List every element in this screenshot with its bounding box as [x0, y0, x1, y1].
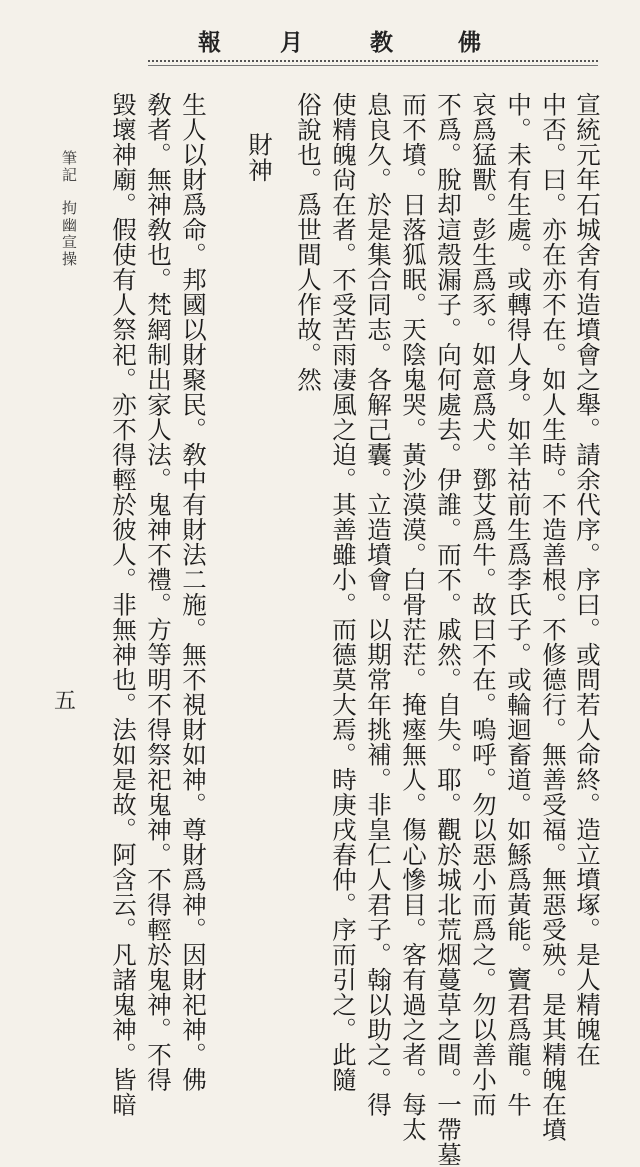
header-rule-dotted: [148, 60, 598, 62]
header-char-2: 教: [370, 29, 393, 56]
text-column-2: 中否。曰。亦在亦不在。如人生時。不造善根。不修德行。無善受福。無惡受殃。是其精魄在墳: [539, 92, 568, 1142]
header-char-1: 佛: [458, 29, 481, 56]
header-char-4: 報: [198, 29, 221, 56]
text-column-1: 宣統元年石城舍有造墳會之舉。請余代序。序曰。或問若人命終。造立墳塚。是人精魄在: [573, 92, 602, 1067]
section-column-1: 生人以財爲命。邦國以財聚民。敎中有財法二施。無不視財如神。尊財爲神。因財祀神。佛: [179, 92, 208, 1092]
text-column-5: 不爲。脫却這殼漏子。向何處去。伊誰。而不。戚然。自失。耶。觀於城北荒烟蔓草之間。一帶墓: [434, 92, 463, 1167]
journal-header: [0, 24, 640, 64]
header-char-3: 月: [280, 29, 303, 56]
text-column-7: 息良久。於是集合同志。各解己囊。立造墳會。以期常年挑補。非皇仁人君子。翰以助之。得: [364, 92, 393, 1117]
section-title: 財神: [245, 132, 274, 183]
text-column-9: 俗說也。爲世間人作故。然: [294, 92, 323, 392]
header-rule-solid: [148, 65, 598, 66]
footer-section-label: 筆記: [60, 150, 78, 184]
page-number: 五: [54, 689, 77, 714]
section-column-2: 敎者。無神敎也。梵網制出家人法。鬼神不禮。方等明不得祭祀鬼神。不得輕於鬼神。不得: [144, 92, 173, 1092]
footer-author: 拘幽宣操: [60, 200, 78, 268]
text-column-6: 而不墳。日落狐眠。天陰鬼哭。黃沙漠漠。白骨茫茫。掩瘞無人。傷心慘目。客有過之者。每太: [399, 92, 428, 1142]
section-column-3: 毀壞神廟。假使有人祭祀。亦不得輕於彼人。非無神也。法如是故。阿含云。凡諸鬼神。皆暗: [109, 92, 138, 1117]
text-column-8: 使精魄尙在者。不受苦雨凄風之迫。其善雖小。而德莫大焉。時庚戌春仲。序而引之。此隨: [329, 92, 358, 1092]
text-column-3: 中。未有生處。或轉得人身。如羊祜前生爲李氏子。或輪迴畜道。如鯀爲黃能。竇君爲龍。牛: [504, 92, 533, 1117]
text-column-4: 哀爲猛獸。彭生爲豕。如意爲犬。鄧艾爲牛。故曰不在。嗚呼。勿以惡小而爲之。勿以善小而: [469, 92, 498, 1117]
